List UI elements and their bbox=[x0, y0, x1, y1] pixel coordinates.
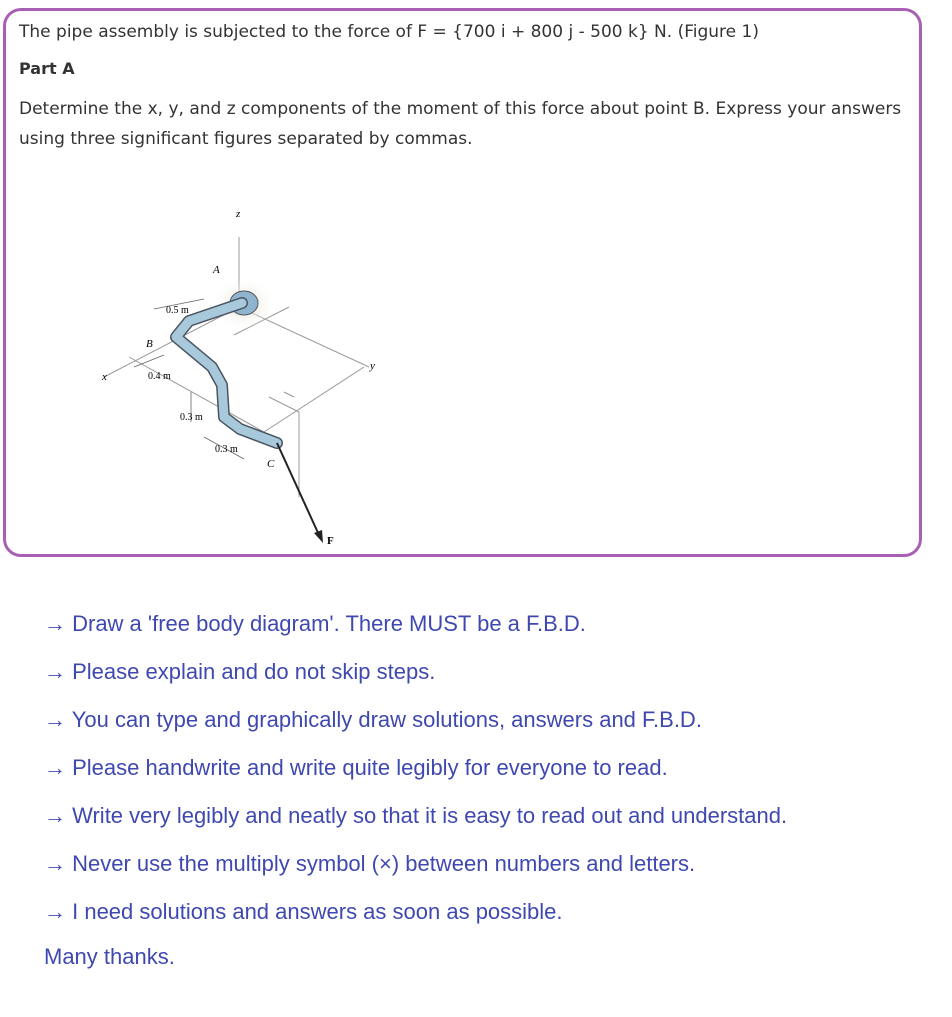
problem-instruction: Determine the x, y, and z components of the moment of this force about point B. Express your answers using three significant figures separated by commas. bbox=[19, 99, 902, 149]
axis-z-label: z bbox=[236, 208, 241, 220]
part-title: Part A bbox=[19, 59, 75, 78]
note-item: → Please explain and do not skip steps. bbox=[44, 659, 436, 684]
note-item: → I need solutions and answers as soon as possible. bbox=[44, 899, 563, 924]
note-item: → Please handwrite and write quite legibly for everyone to read. bbox=[44, 755, 668, 780]
point-b-label: B bbox=[146, 338, 153, 350]
axis-y-label: y bbox=[370, 360, 375, 372]
point-a-label: A bbox=[213, 264, 220, 276]
point-c-label: C bbox=[267, 458, 275, 470]
closing-text: Many thanks. bbox=[44, 944, 175, 969]
dim-0-3m-label-1: 0.3 m bbox=[180, 412, 203, 423]
dim-0-3m-label-2: 0.3 m bbox=[215, 444, 238, 455]
axis-x-label: x bbox=[102, 371, 107, 383]
note-item: → Write very legibly and neatly so that it is easy to read out and understand. bbox=[44, 803, 788, 828]
dim-0-5m-label: 0.5 m bbox=[166, 305, 189, 316]
problem-statement: The pipe assembly is subjected to the force of F = {700 i + 800 j - 500 k} N. (Figure 1) bbox=[19, 22, 759, 42]
pipe-assembly-figure bbox=[94, 197, 394, 557]
instructions-list bbox=[44, 608, 787, 944]
force-f-label: F bbox=[327, 535, 334, 547]
problem-card bbox=[3, 8, 922, 557]
note-item: → Draw a 'free body diagram'. There MUST be a F.B.D. bbox=[44, 611, 586, 636]
note-item: → Never use the multiply symbol (×) between numbers and letters. bbox=[44, 851, 696, 876]
dim-0-4m-label: 0.4 m bbox=[148, 371, 171, 382]
note-item: → You can type and graphically draw solutions, answers and F.B.D. bbox=[44, 707, 702, 732]
